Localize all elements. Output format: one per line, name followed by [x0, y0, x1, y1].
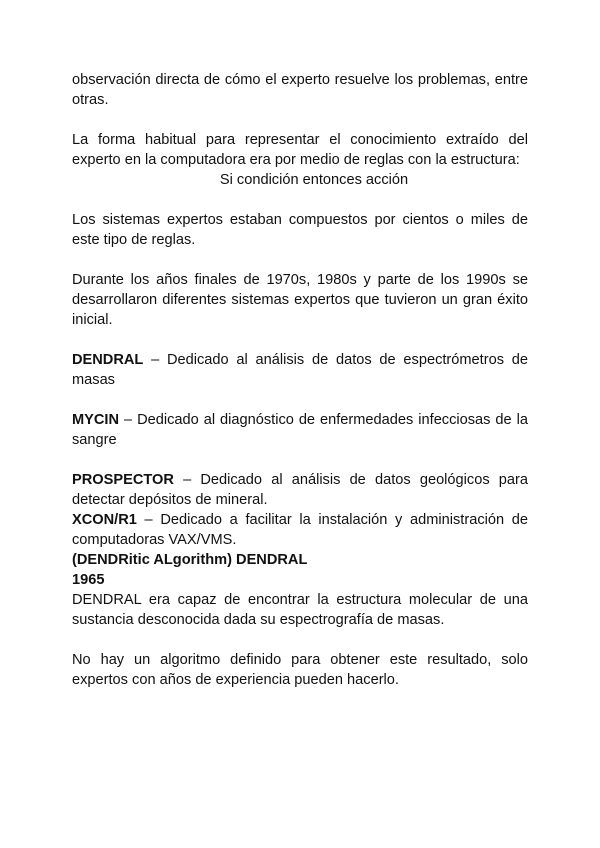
rule-structure: Si condición entonces acción [219, 172, 409, 188]
system-description: – Dedicado al análisis de datos geológicos para detectar depósitos de mineral. [72, 472, 528, 508]
system-prospector [72, 470, 528, 510]
system-mycin [72, 410, 528, 450]
system-xcon [72, 510, 528, 550]
paragraph-history: Durante los años finales de 1970s, 1980s y parte de los 1990s se desarrollaron diferentes sistemas expertos que tuvieron un gran éxito inicial. [72, 272, 528, 328]
system-description: – Dedicado a facilitar la instalación y administración de computadoras VAX/VMS. [72, 512, 528, 548]
system-description: – Dedicado al análisis de datos de espectrómetros de masas [72, 352, 528, 388]
system-name: XCON/R1 [72, 512, 137, 528]
section-year: 1965 [72, 572, 105, 588]
paragraph-dendral-capability: DENDRAL era capaz de encontrar la estructura molecular de una sustancia desconocida dada su espectrografía de masas. [72, 592, 528, 628]
system-dendral [72, 350, 528, 390]
document-page [72, 70, 528, 690]
paragraph-dendral-algorithm: No hay un algoritmo definido para obtener este resultado, solo expertos con años de experiencia pueden hacerlo. [72, 652, 528, 688]
paragraph-observation: observación directa de cómo el experto resuelve los problemas, entre otras. [72, 72, 528, 108]
system-description: – Dedicado al diagnóstico de enfermedades infecciosas de la sangre [72, 412, 528, 448]
paragraph-rule-count: Los sistemas expertos estaban compuestos por cientos o miles de este tipo de reglas. [72, 212, 528, 248]
section-title: (DENDRitic ALgorithm) DENDRAL [72, 552, 308, 568]
system-name: MYCIN [72, 412, 120, 428]
system-name: PROSPECTOR [72, 472, 174, 488]
system-name: DENDRAL [72, 352, 144, 368]
paragraph-knowledge-representation: La forma habitual para representar el conocimiento extraído del experto en la computadora era por medio de reglas con la estructura: [72, 132, 528, 168]
